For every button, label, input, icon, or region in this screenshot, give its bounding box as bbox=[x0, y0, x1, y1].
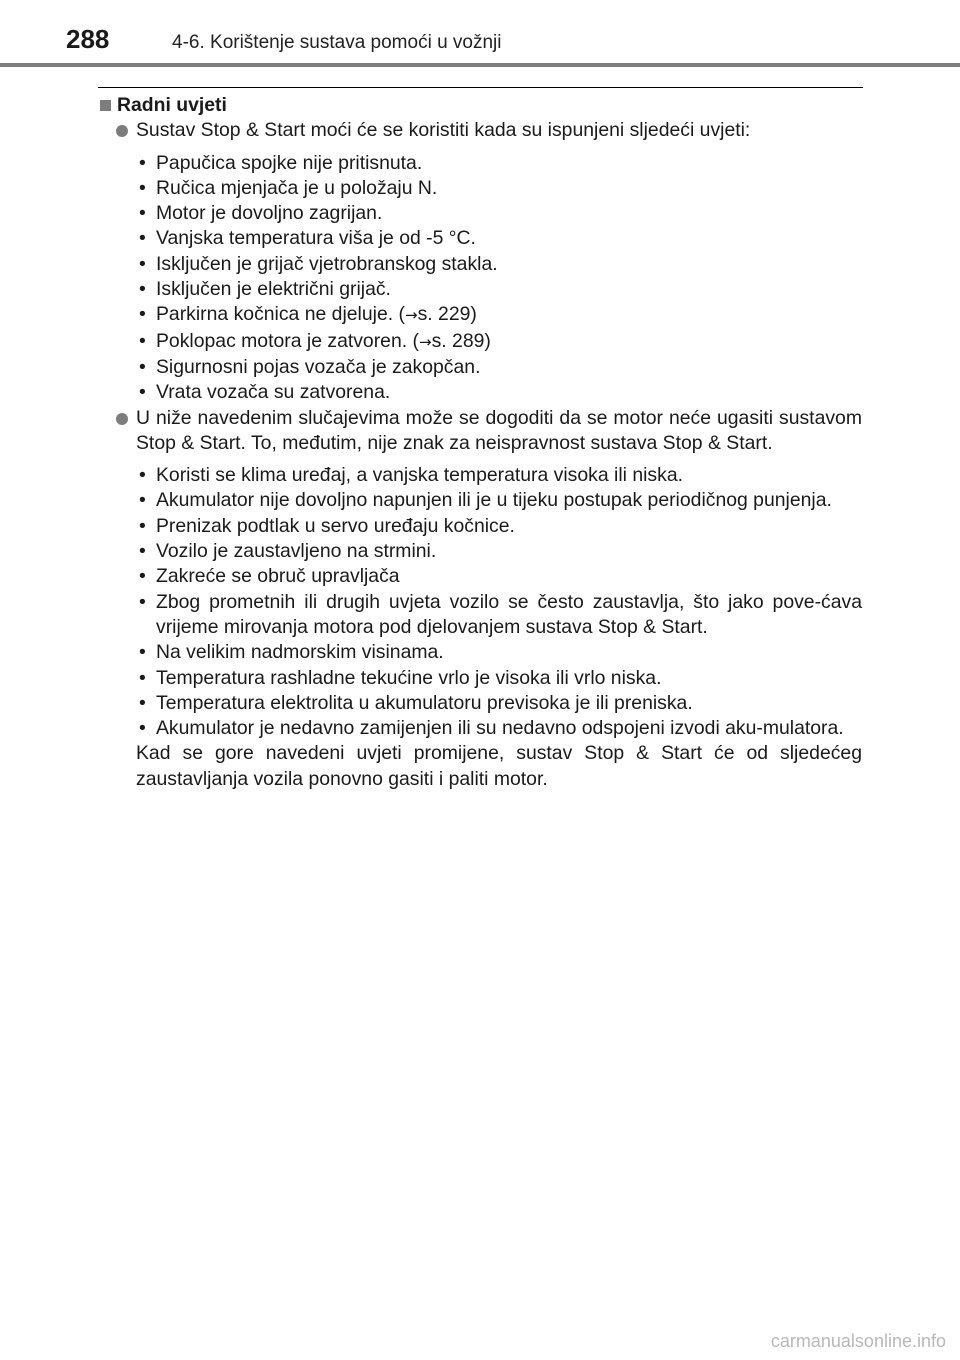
exception-list bbox=[100, 463, 862, 741]
condition-paragraph bbox=[100, 118, 862, 143]
heading-text: Radni uvjeti bbox=[117, 94, 227, 116]
list-item: • Akumulator nije dovoljno napunjen ili je u tijeku postupak periodičnog punjenja. bbox=[139, 489, 832, 512]
list-item: • Ručica mjenjača je u položaju N. bbox=[139, 176, 438, 199]
list-item: • Vanjska temperatura viša je od -5 °C. bbox=[139, 227, 476, 250]
header-bar bbox=[0, 63, 960, 67]
circle-bullet-icon bbox=[116, 413, 128, 425]
list-item: • Sigurnosni pojas vozača je zakopčan. bbox=[139, 355, 481, 378]
list-item: • Na velikim nadmorskim visinama. bbox=[139, 641, 444, 664]
list-item: • Motor je dovoljno zagrijan. bbox=[139, 202, 383, 225]
divider-line bbox=[98, 87, 863, 88]
list-item: • Koristi se klima uređaj, a vanjska temperatura visoka ili niska. bbox=[139, 464, 683, 487]
exception-intro: U niže navedenim slučajevima može se dogoditi da se motor neće ugasiti sustavom Stop & Start. To, međutim, nije znak za neispravnost sustava Stop & Start. bbox=[136, 406, 862, 454]
list-item: • Akumulator je nedavno zamijenjen ili su nedavno odspojeni izvodi aku-mulatora. bbox=[139, 717, 844, 740]
exception-paragraph bbox=[100, 406, 862, 457]
list-item: • Papučica spojke nije pritisnuta. bbox=[139, 151, 423, 174]
list-item: • Parkirna kočnica ne djeluje. (→s. 229) bbox=[139, 303, 477, 326]
circle-bullet-icon bbox=[116, 125, 128, 137]
condition-intro: Sustav Stop & Start moći će se koristiti kada su ispunjeni sljedeći uvjeti: bbox=[136, 119, 751, 142]
page-content bbox=[100, 93, 862, 792]
section-heading bbox=[100, 93, 862, 118]
section-title: 4-6. Korištenje sustava pomoći u vožnji bbox=[172, 32, 502, 53]
page-number: 288 bbox=[66, 24, 110, 54]
list-item: • Temperatura rashladne tekućine vrlo je visoka ili vrlo niska. bbox=[139, 666, 662, 689]
page-header bbox=[0, 0, 960, 70]
list-item: • Poklopac motora je zatvoren. (→s. 289) bbox=[139, 329, 491, 352]
list-item: • Temperatura elektrolita u akumulatoru previsoka je ili preniska. bbox=[139, 691, 693, 714]
condition-list bbox=[100, 151, 862, 406]
list-item: • Zbog prometnih ili drugih uvjeta vozilo se često zaustavlja, što jako pove-ćava vrijeme mirovanja motora pod djelovanjem sustava Stop & Start. bbox=[139, 590, 862, 638]
list-item: • Zakreće se obruč upravljača bbox=[139, 565, 400, 588]
list-item: • Isključen je električni grijač. bbox=[139, 278, 391, 301]
square-bullet-icon bbox=[100, 100, 111, 111]
watermark: carmanualsonline.info bbox=[770, 1331, 946, 1351]
list-item: • Isključen je grijač vjetrobranskog stakla. bbox=[139, 252, 498, 275]
list-item: • Prenizak podtlak u servo uređaju kočnice. bbox=[139, 514, 515, 537]
list-item: • Vrata vozača su zatvorena. bbox=[139, 381, 391, 404]
arrow-right-icon: → bbox=[404, 306, 418, 325]
page-reference-link[interactable]: s. 229) bbox=[417, 303, 477, 326]
page-reference-link[interactable]: s. 289) bbox=[431, 329, 491, 352]
list-item: • Vozilo je zaustavljeno na strmini. bbox=[139, 540, 437, 563]
closing-paragraph: Kad se gore navedeni uvjeti promijene, sustav Stop & Start će od sljedećeg zaustavljanja vozila ponovno gasiti i paliti motor. bbox=[136, 742, 862, 790]
arrow-right-icon: → bbox=[418, 332, 432, 351]
